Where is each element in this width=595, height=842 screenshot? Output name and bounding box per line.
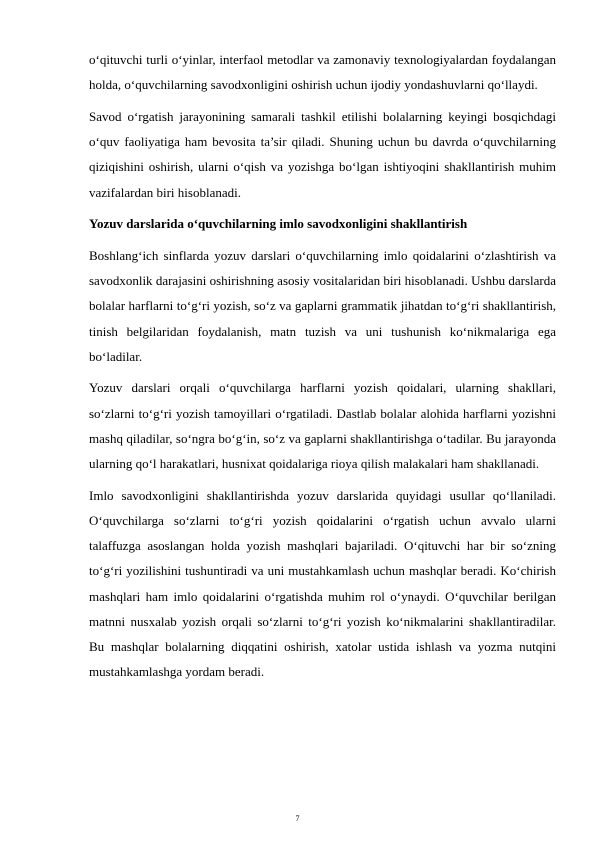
section-heading: Yozuv darslarida o‘quvchilarning imlo savodxonligini shakllantirish [89,216,468,232]
page-body [89,47,556,684]
paragraph: Imlo savodxonligini shakllantirishda yozuv darslarida quyidagi usullar qo‘llaniladi. O‘quvchilarga so‘zlarni to‘g‘ri yozish qoidalarini o‘rgatish uchun avvalo ularni talaffuzga asoslangan holda yozish mashqlari bajariladi. O‘qituvchi har bir so‘zning to‘g‘ri yozilishini tushuntiradi va uni mustahkamlash uchun mashqlar beradi. Ko‘chirish mashqlari ham imlo qoidalarini o‘rgatishda muhim rol o‘ynaydi. O‘quvchilar berilgan matnni nusxalab yozish orqali so‘zlarni to‘g‘ri yozish ko‘nikmalarini shakllantiradilar. Bu mashqlar bolalarning diqqatini oshirish, xatolar ustida ishlash va yozma nutqini mustahkamlashga yordam beradi. [89,487,556,680]
paragraph: Boshlang‘ich sinflarda yozuv darslari o‘quvchilarning imlo qoidalarini o‘zlashtirish va savodxonlik darajasini oshirishning asosiy vositalaridan biri hisoblanadi. Ushbu darslarda bolalar harflarni to‘g‘ri yozish, so‘z va gaplarni grammatik jihatdan to‘g‘ri shakllantirish, tinish belgilaridan foydalanish, matn tuzish va uni tushunish ko‘nikmalariga ega bo‘ladilar. [89,247,556,364]
paragraph: o‘qituvchi turli o‘yinlar, interfaol metodlar va zamonaviy texnologiyalardan foydalangan holda, o‘quvchilarning savodxonligini oshirish uchun ijodiy yondashuvlarni qo‘llaydi. [89,52,556,93]
paragraph: Savod o‘rgatish jarayonining samarali tashkil etilishi bolalarning keyingi bosqichdagi o‘quv faoliyatiga ham bevosita ta’sir qiladi. Shuning uchun bu davrda o‘quvchilarning qiziqishini oshirish, ularni o‘qish va yozishga bo‘lgan ishtiyoqini shakllantirish muhim vazifalardan biri hisoblanadi. [89,108,556,200]
paragraph: Yozuv darslari orqali o‘quvchilarga harflarni yozish qoidalari, ularning shakllari, so‘zlarni to‘g‘ri yozish tamoyillari o‘rgatiladi. Dastlab bolalar alohida harflarni yozishni mashq qiladilar, so‘ngra bo‘g‘in, so‘z va gaplarni shakllantirishga o‘tadilar. Bu jarayonda ularning qo‘l harakatlari, husnixat qoidalariga rioya qilish malakalari ham shakllanadi. [89,380,556,472]
page-number: 7 [295,814,300,823]
